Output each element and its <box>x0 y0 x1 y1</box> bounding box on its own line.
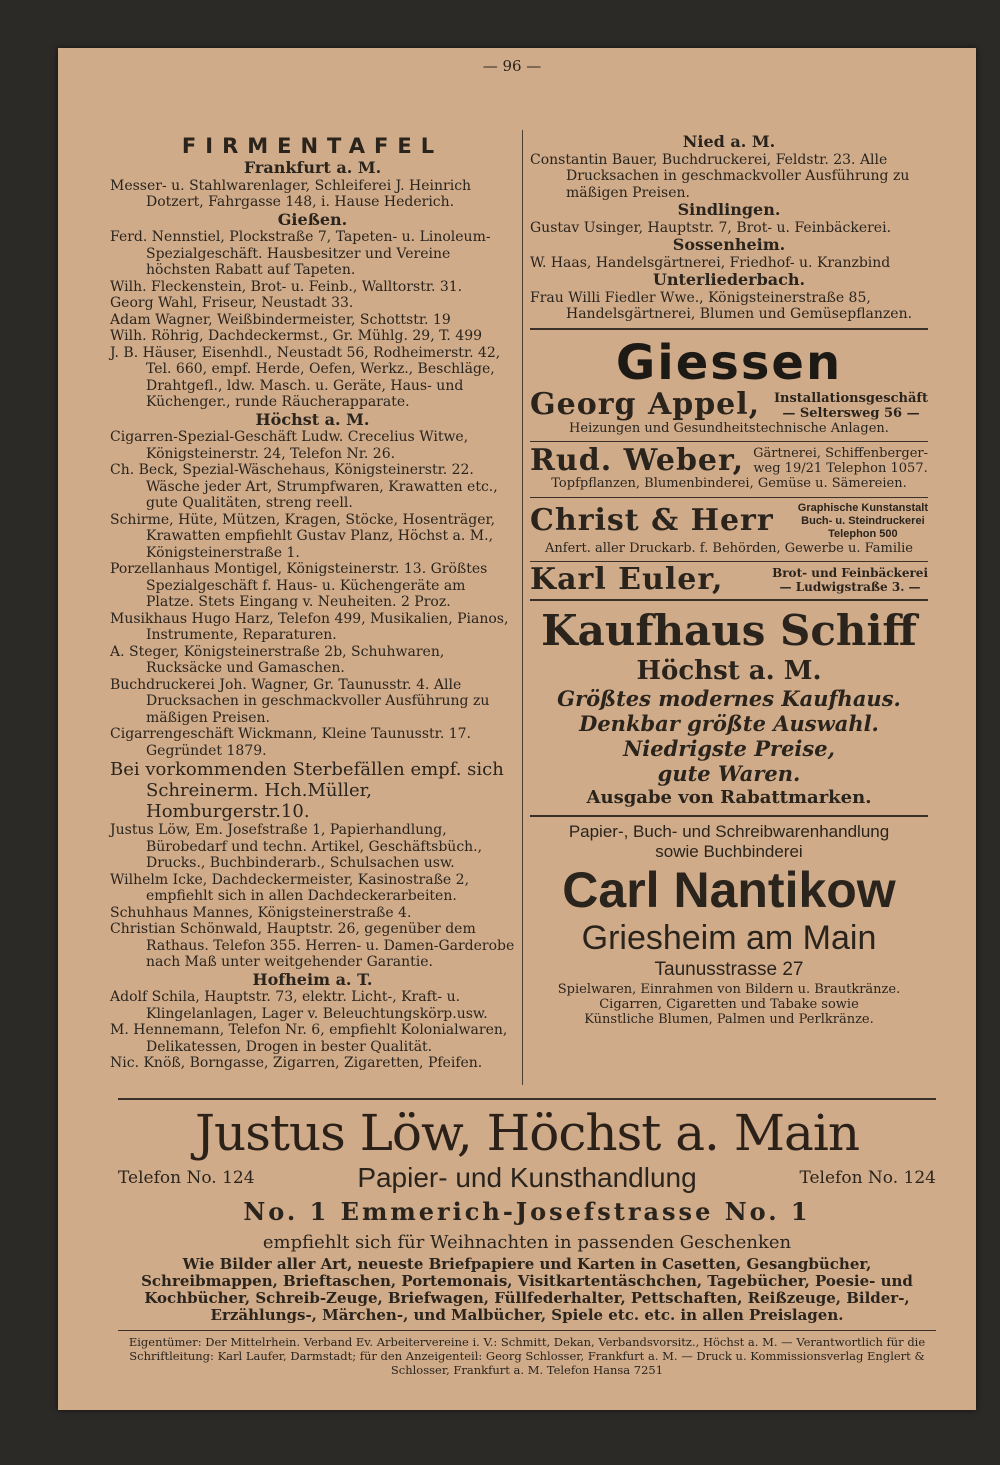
list-item: Gustav Usinger, Hauptstr. 7, Brot- u. Feinbäckerei. <box>530 219 892 236</box>
left-column <box>110 133 515 1072</box>
town-heading: Nied a. M. <box>682 132 776 151</box>
schiff-rabatt: Ausgabe von Rabattmarken. <box>586 787 872 808</box>
justus-address: No. 1 Emmerich-Josefstrasse No. 1 <box>243 1197 811 1226</box>
town-heading: Unterliederbach. <box>652 270 806 289</box>
list-item: Frau Willi Fiedler Wwe., Königsteinerstraße 85, Handelsgärtnerei, Blumen und Gemüsepflanzen. <box>530 289 913 322</box>
justus-list: Wie Bilder aller Art, neueste Briefpapiere und Karten in Casetten, Gesangbücher, Schreibmappen, Brieftaschen, Portemonais, Visitkartentäschchen, Tagebücher, Poesie- und Kochbücher, Schreib-Zeuge, Briefwagen, Füllfederhalter, Pettschaften, Reißzeuge, Bilder-, Erzählungs-, Märchen-, und Malbücher, Spiele etc. etc. in allen Preislagen. <box>141 1255 913 1324</box>
nantikow-name: Carl Nantikow <box>562 862 896 918</box>
weber-ad <box>530 442 928 478</box>
christ-name: Christ & Herr <box>530 502 774 538</box>
right-column <box>530 133 928 1027</box>
list-item: Ferd. Nennstiel, Plockstraße 7, Tapeten- u. Linoleum-Spezialgeschäft. Hausbesitzer und Vereine höchsten Rabatt auf Tapeten. <box>110 229 491 278</box>
list-item: Justus Löw, Em. Josefstraße 1, Papierhandlung, Bürobedarf und techn. Artikel, Geschäftsbüch., Drucks., Buchbinderarb., Schulsachen usw. <box>110 822 483 871</box>
list-item: Constantin Bauer, Buchdruckerei, Feldstr. 23. Alle Drucksachen in geschmackvoller Ausführung zu mäßigen Preisen. <box>530 151 910 201</box>
town-heading: Hofheim a. T. <box>252 969 373 989</box>
schiff-slogan-3: Niedrigste Preise, <box>623 736 835 761</box>
list-item: Messer- u. Stahlwarenlager, Schleiferei J. Heinrich Dotzert, Fahrgasse 148, i. Hause Hederich. <box>110 177 472 210</box>
schiff-city: Höchst a. M. <box>636 656 822 686</box>
appel-line2: — Seltersweg 56 — <box>782 405 920 421</box>
town-heading: Sossenheim. <box>672 235 786 254</box>
list-item: Bei vorkommenden Sterbefällen empf. sich Schreinerm. Hch.Müller, Homburgerstr.10. <box>110 759 504 822</box>
weber-line2: weg 19/21 Telephon 1057. <box>753 461 928 476</box>
justus-tel-row <box>118 1162 936 1194</box>
christ-ad <box>530 502 928 541</box>
christ-line3: Telephon 500 <box>828 527 898 540</box>
footer-imprint: Eigentümer: Der Mittelrhein. Verband Ev. Arbeitervereine i. V.: Schmitt, Dekan, Verbandsvorsitz., Höchst a. M. — Verantwortlich für die Schriftleitung: Karl Laufer, Darmstadt; für den Anzeigenteil: Georg Schlosser, Frankfurt a. M. — Druck u. Kommissionsverlag Englert & Schlosser, Frankfurt a. M. Telefon Hansa 7251 <box>118 1330 936 1377</box>
list-item: Porzellanhaus Montigel, Königsteinerstr. 13. Größtes Spezialgeschäft f. Haus- u. Küchengeräte am Platze. Stets Eingang v. Neuheiten. 2 Proz. <box>110 561 488 610</box>
list-item: Wilh. Röhrig, Dachdeckermst., Gr. Mühlg. 29, T. 499 <box>110 328 483 344</box>
divider <box>530 441 928 442</box>
list-item: Wilh. Fleckenstein, Brot- u. Feinb., Walltorstr. 31. <box>110 278 463 295</box>
divider <box>530 328 928 330</box>
divider <box>530 497 928 498</box>
list-item: Wilhelm Icke, Dachdeckermeister, Kasinostraße 2, empfiehlt sich in allen Dachdeckerarbeiten. <box>110 871 470 904</box>
list-item: M. Hennemann, Telefon Nr. 6, empfiehlt Kolonialwaren, Delikatessen, Drogen in bester Qualität. <box>110 1022 508 1055</box>
appel-ad <box>530 387 928 423</box>
list-item: Cigarren-Spezial-Geschäft Ludw. Crecelius Witwe, Königsteinerstr. 24, Telefon Nr. 26. <box>110 429 469 462</box>
nantikow-city: Griesheim am Main <box>581 919 877 957</box>
list-item: J. B. Häuser, Eisenhdl., Neustadt 56, Rodheimerstr. 42, Tel. 660, empf. Herde, Oefen, Werkz., Beschläge, Drahtgefl., ldw. Masch. u. Geräte, Haus- und Küchenger., runde Räucherapparate. <box>110 344 501 410</box>
town-heading: Frankfurt a. M. <box>243 158 382 177</box>
justus-title: Justus Löw, Höchst a. Main <box>194 1104 860 1162</box>
list-item: Christian Schönwald, Hauptstr. 26, gegenüber dem Rathaus. Telefon 355. Herren- u. Damen-Garderobe nach Maß unter weitgehender Garantie. <box>110 921 515 970</box>
giessen-heading: Giessen <box>615 334 843 391</box>
schiff-slogan-2: Denkbar größte Auswahl. <box>579 711 879 736</box>
list-item: Georg Wahl, Friseur, Neustadt 33. <box>110 295 354 311</box>
christ-info <box>798 502 928 541</box>
nantikow-line4: Cigarren, Cigaretten und Tabake sowie <box>599 997 859 1012</box>
weber-line1: Gärtnerei, Schiffenberger- <box>753 446 928 461</box>
nantikow-line1: Papier-, Buch- und Schreibwarenhandlung <box>568 822 890 841</box>
list-item: Ch. Beck, Spezial-Wäschehaus, Königsteinerstr. 22. Wäsche jeder Art, Strumpfwaren, Krawatten etc., gute Qualitäten, streng reell. <box>110 462 498 511</box>
page-number: — 96 — <box>482 57 542 75</box>
schiff-title: Kaufhaus Schiff <box>541 606 917 655</box>
euler-line2: — Ludwigstraße 3. — <box>779 580 921 594</box>
weber-sub: Topfpflanzen, Blumenbinderei, Gemüse u. Sämereien. <box>551 476 907 491</box>
euler-ad <box>530 561 928 597</box>
euler-line1: Brot- und Feinbäckerei <box>772 566 928 580</box>
list-item: W. Haas, Handelsgärtnerei, Friedhof- u. Kranzbind <box>530 254 891 271</box>
list-item: Buchdruckerei Joh. Wagner, Gr. Taunusstr. 4. Alle Drucksachen in geschmackvoller Ausführung zu mäßigen Preisen. <box>110 676 490 726</box>
justus-empf: empfiehlt sich für Weihnachten in passenden Geschenken <box>262 1232 792 1253</box>
list-item: Adolf Schila, Hauptstr. 73, elektr. Licht-, Kraft- u. Klingelanlagen, Lager v. Beleuchtungskörp.usw. <box>110 989 488 1022</box>
list-item: Musikhaus Hugo Harz, Telefon 499, Musikalien, Pianos, Instrumente, Reparaturen. <box>110 610 509 643</box>
appel-info <box>774 391 928 421</box>
euler-info <box>772 566 928 594</box>
list-item: Schirme, Hüte, Mützen, Kragen, Stöcke, Hosenträger, Krawatten empfiehlt Gustav Planz, Höchst a. M., Königsteinerstraße 1. <box>110 511 496 561</box>
list-item: A. Steger, Königsteinerstraße 2b, Schuhwaren, Rucksäcke und Gamaschen. <box>110 643 445 676</box>
schiff-slogan-4: gute Waren. <box>657 761 801 786</box>
nantikow-street: Taunusstrasse 27 <box>654 959 804 980</box>
euler-name: Karl Euler, <box>530 561 724 597</box>
nantikow-line3: Spielwaren, Einrahmen von Bildern u. Brautkränze. <box>557 982 901 997</box>
town-heading: Höchst a. M. <box>255 409 370 429</box>
town-heading: Gießen. <box>277 209 348 229</box>
column-divider <box>522 130 523 1085</box>
christ-sub: Anfert. aller Druckarb. f. Behörden, Gewerbe u. Familie <box>545 540 913 556</box>
firmentafel-heading: FIRMENTAFEL <box>181 134 444 158</box>
list-item: Nic. Knöß, Borngasse, Zigarren, Zigaretten, Pfeifen. <box>110 1055 483 1071</box>
christ-line1: Graphische Kunstanstalt <box>797 501 928 514</box>
list-item: Schuhhaus Mannes, Königsteinerstraße 4. <box>110 904 412 921</box>
divider <box>530 815 928 817</box>
schiff-slogan-1: Größtes modernes Kaufhaus. <box>557 686 901 711</box>
weber-name: Rud. Weber, <box>530 442 745 478</box>
town-heading: Sindlingen. <box>677 200 781 219</box>
list-item: Cigarrengeschäft Wickmann, Kleine Taunusstr. 17. Gegründet 1879. <box>110 726 471 759</box>
kunsthandlung: Papier- und Kunsthandlung <box>357 1162 697 1193</box>
appel-name: Georg Appel, <box>530 387 761 423</box>
christ-line2: Buch- u. Steindruckerei <box>801 514 925 527</box>
list-item: Adam Wagner, Weißbindermeister, Schottstr. 19 <box>110 311 451 328</box>
tel-left: Telefon No. 124 <box>118 1168 255 1188</box>
appel-line1: Installationsgeschäft <box>773 390 928 406</box>
nantikow-line5: Künstliche Blumen, Palmen und Perlkränze. <box>584 1012 874 1027</box>
weber-info <box>753 446 928 476</box>
appel-sub: Heizungen und Gesundheitstechnische Anlagen. <box>569 420 889 436</box>
divider <box>530 599 928 601</box>
divider <box>118 1098 936 1100</box>
nantikow-line2: sowie Buchbinderei <box>655 842 803 861</box>
tel-right: Telefon No. 124 <box>799 1168 936 1188</box>
